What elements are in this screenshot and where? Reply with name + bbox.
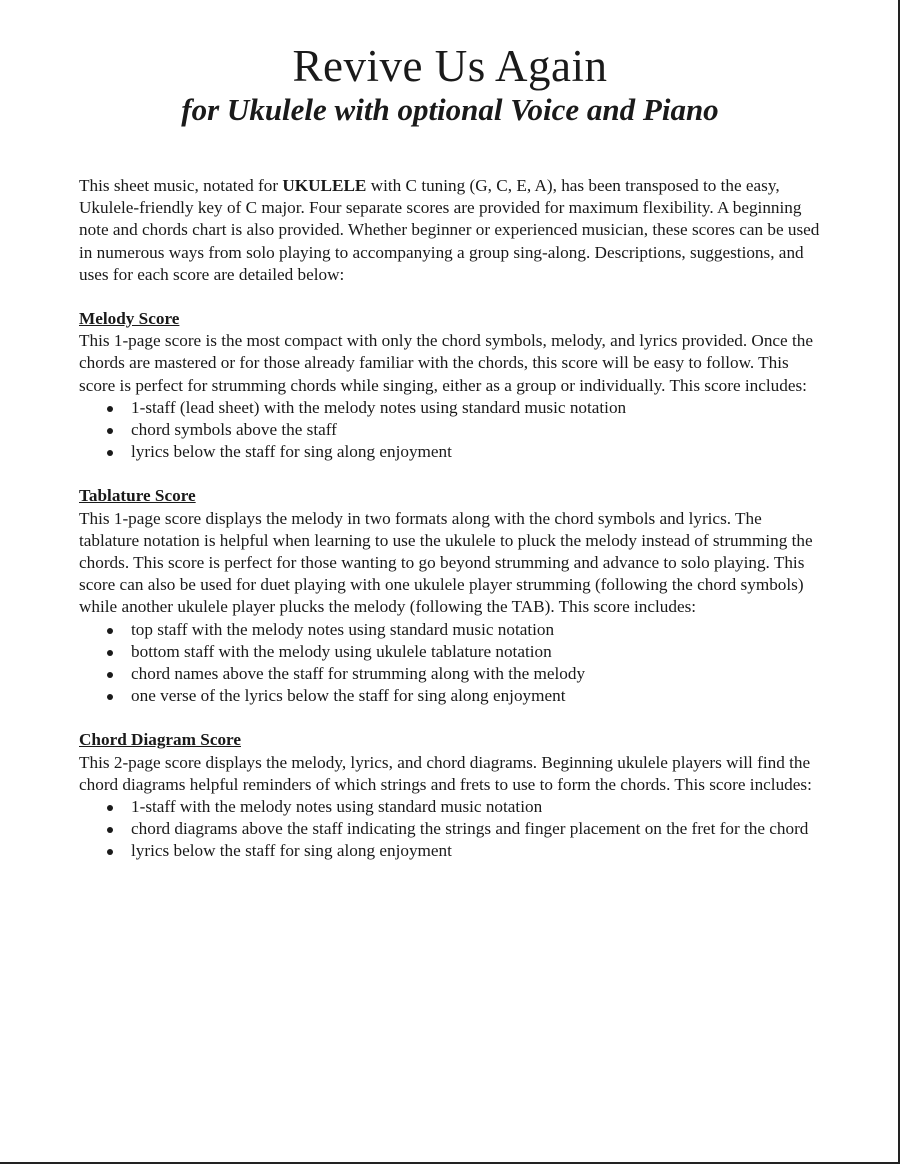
list-item: one verse of the lyrics below the staff for sing along enjoyment [131,685,824,707]
list-item: 1-staff with the melody notes using standard music notation [131,796,824,818]
section-chord-diagram-score [79,729,824,862]
document-body [79,175,824,863]
section-heading: Tablature Score [79,486,196,506]
section-tablature-score [79,485,824,707]
section-heading: Chord Diagram Score [79,730,241,750]
list-item: top staff with the melody notes using standard music notation [131,619,824,641]
section-body: This 2-page score displays the melody, lyrics, and chord diagrams. Beginning ukulele players will find the chord diagrams helpful reminders of which strings and frets to use to form the chords. This score includes: [79,752,812,794]
bullet-list [79,796,824,863]
section-heading: Melody Score [79,309,180,329]
intro-paragraph [79,175,824,286]
intro-bold-text: UKULELE [282,176,367,195]
list-item: chord symbols above the staff [131,419,824,441]
list-item: chord names above the staff for strumming along with the melody [131,663,824,685]
bullet-list [79,397,824,464]
list-item: lyrics below the staff for sing along enjoyment [131,441,824,463]
list-item: chord diagrams above the staff indicating the strings and finger placement on the fret for the chord [131,818,824,840]
document-title: Revive Us Again [292,41,608,91]
intro-text-end: with C tuning (G, C, E, A), has been transposed to the easy, Ukulele-friendly key of C major. Four separate scores are provided for maximum flexibility. A beginning note and chords chart is also provided. Whether beginner or experienced musician, these scores can be used in numerous ways from solo playing to accompanying a group sing-along. Descriptions, suggestions, and uses for each score are detailed below: [79,176,820,284]
list-item: bottom staff with the melody using ukulele tablature notation [131,641,824,663]
section-body: This 1-page score displays the melody in two formats along with the chord symbols and lyrics. The tablature notation is helpful when learning to use the ukulele to pluck the melody instead of strumming the chords. This score is perfect for those wanting to go beyond strumming and advance to solo playing. This score can also be used for duet playing with one ukulele player strumming (following the chord symbols) while another ukulele player plucks the melody (following the TAB). This score includes: [79,508,813,617]
bullet-list [79,619,824,708]
document-subtitle: for Ukulele with optional Voice and Piano [181,92,719,127]
intro-text-start: This sheet music, notated for [79,176,283,195]
list-item: lyrics below the staff for sing along enjoyment [131,840,824,862]
section-melody-score [79,308,824,463]
section-body: This 1-page score is the most compact with only the chord symbols, melody, and lyrics provided. Once the chords are mastered or for those already familiar with the chords, this score will be easy to follow. This score is perfect for strumming chords while singing, either as a group or individually. This score includes: [79,331,813,395]
list-item: 1-staff (lead sheet) with the melody notes using standard music notation [131,397,824,419]
